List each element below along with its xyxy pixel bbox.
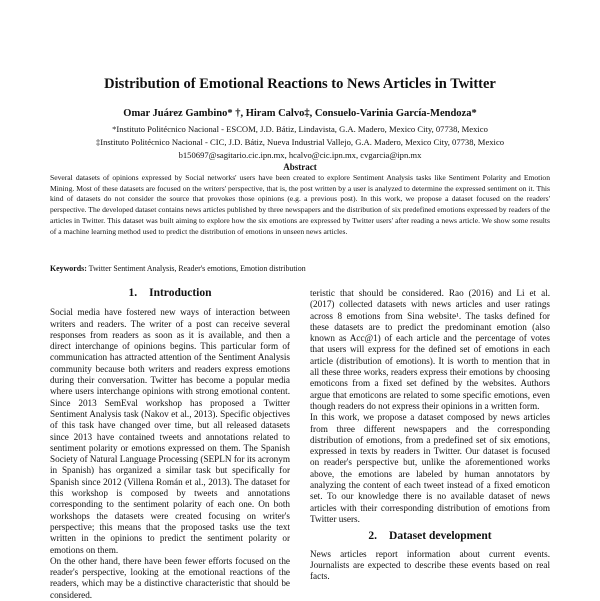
section-title: Dataset development [389, 530, 492, 543]
section-heading-dataset [310, 531, 550, 542]
keywords-line [50, 264, 550, 273]
section-number: 1. [128, 287, 138, 299]
author-list: Omar Juárez Gambino* †, Hiram Calvo‡, Consuelo-Varinia García-Mendoza* [123, 108, 477, 119]
affiliation-escom: *Instituto Politécnico Nacional - ESCOM, J.D. Bátiz, Lindavista, G.A. Madero, Mexico City, 07738, Mexico [112, 124, 488, 134]
dataset-paragraph-1: News articles report information about current events. Journalists are expected to describe these events based on real facts. [310, 548, 550, 582]
author-emails: b150697@sagitario.cic.ipn.mx, hcalvo@cic.ipn.mx, cvgarcia@ipn.mx [178, 150, 422, 160]
paper-title: Distribution of Emotional Reactions to News Articles in Twitter [104, 76, 496, 92]
keywords-label: Keywords: [50, 264, 87, 273]
left-column [50, 288, 290, 601]
section-number: 2. [368, 530, 378, 543]
right-column [310, 288, 550, 582]
intro-paragraph-2: On the other hand, there have been fewer efforts focused on the reader's perspective, looking at the emotional reactions of the readers, which may be a distinctive characteristic that should be considered. [50, 555, 290, 600]
keywords-text: Twitter Sentiment Analysis, Reader's emotions, Emotion distribution [88, 264, 306, 273]
abstract-text: Several datasets of opinions expressed by Social networks' users have been created to explore Sentiment Analysis tasks like Sentiment Polarity and Emotion Mining. Most of these datasets are focused on the writers' perspective, that is, the post written by a user is analyzed to determine the expressed sentiment on it. This kind of datasets do not consider the source that provokes those opinions (e.g. a previous post). In this work, we propose a dataset focused on the readers' perspective. The developed dataset contains news articles published by three newspapers and the distribution of six predefined emotions expressed by readers of the articles in Twitter. This dataset was built aiming to explore how the six emotions are expressed by Twitter users' after reading a news article. We show some results of a machine learning method used to predict the distribution of emotions in unseen news articles. [50, 173, 550, 236]
section-title: Introduction [149, 287, 212, 299]
intro-paragraph-1: Social media have fostered new ways of interaction between writers and readers. The writer of a post can receive several responses from readers as soon as it is available, and then a direct interchange of opinions begins. This particular form of communication has attracted attention of the Sentiment Analysis community because both writers and readers express emotions during their conversation. Twitter has become a popular media where users interchange opinions with strong emotional content. Since 2013 SemEval workshop has proposed a Twitter Sentiment Analysis task (Nakov et al., 2013). Specific objectives of this task have changed over time, but all released datasets since 2013 have contained tweets and annotations related to sentiment polarity or emotions expressed on them. The Spanish Society of Natural Language Processing (SEPLN for its acronym in Spanish) has organized a similar task but specifically for Spanish since 2012 (Villena Román et al., 2013). The dataset for this workshop is composed by tweets and annotations corresponding to the sentiment polarity of each one. On both workshops the datasets were created focusing on writer's perspective; this means that the proposed tasks use the text written in the opinions to predict the sentiment polarity or emotions on them. [50, 307, 290, 555]
affiliation-cic: ‡Instituto Politécnico Nacional - CIC, J.D. Bátiz, Nueva Industrial Vallejo, G.A. Madero, Mexico City, 07738, Mexico [95, 137, 505, 147]
abstract-heading: Abstract [283, 162, 317, 172]
intro-paragraph-3: In this work, we propose a dataset composed by news articles from three different newspapers and the corresponding distribution of emotions, from a predefined set of six emotions, expressed in texts by readers in Twitter. Our dataset is focused on reader's perspective but, unlike the aforementioned works above, the emotions are labeled by human annotators by analyzing the content of each tweet instead of a fixed emoticon set. To our knowledge there is no available dataset of news articles with their corresponding distribution of emotions from Twitter users. [310, 412, 550, 524]
intro-paragraph-continued: teristic that should be considered. Rao (2016) and Li et al. (2017) collected datasets with news articles and user ratings across 8 emotions from Sina website¹. The tasks defined for these datasets are to predict the predominant emotion (also known as Acc@1) of each article and the percentage of votes that users will express for the defined set of emotions in each article (distribution of emotions). It is worth to mention that in all these three works, readers express their emotions by choosing emoticons from a fixed set defined by the websites. Authors argue that emoticons are related to some specific emotions, even though readers do not express their opinions in a written form. [310, 288, 550, 411]
section-heading-introduction [50, 288, 290, 299]
